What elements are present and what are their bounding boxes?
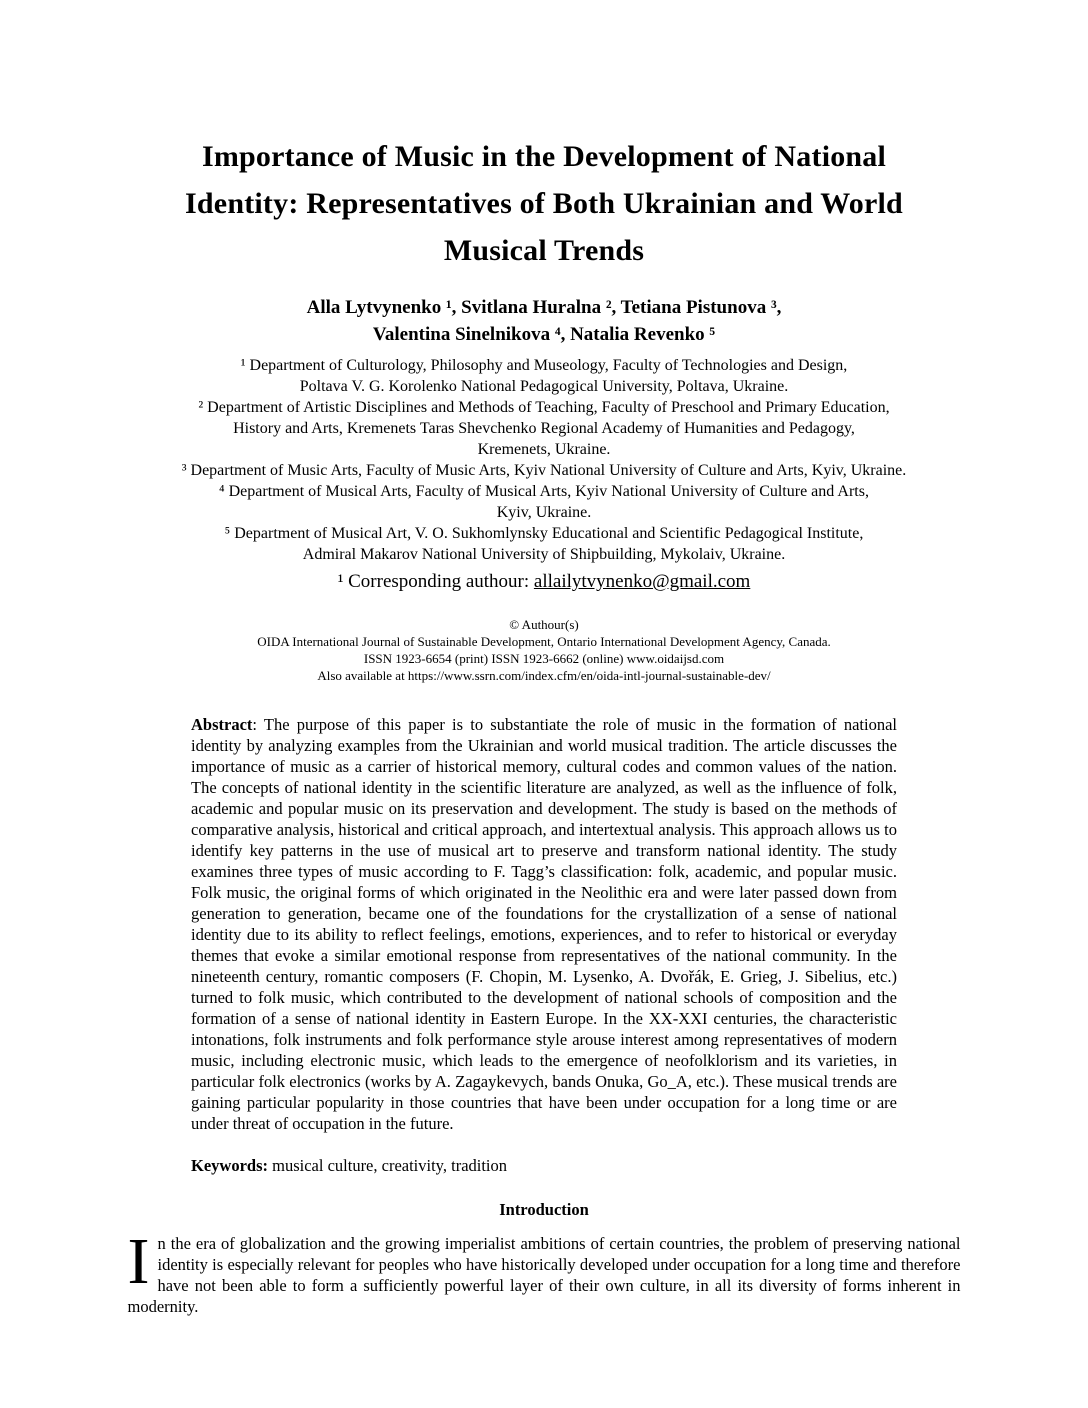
introduction-body: n the era of globalization and the growing imperialist ambitions of certain countries, the problem of preserving national identity is especially relevant for peoples who have historically developed under occupation for a long time and therefore have not been able to form a sufficiently powerful layer of their own culture, in all its diversity of forms inherent in modernity. — [127, 1234, 961, 1316]
affiliation-line: Poltava V. G. Korolenko National Pedagogical University, Poltava, Ukraine. — [299, 378, 789, 395]
affiliation-line: History and Arts, Kremenets Taras Shevchenko Regional Academy of Humanities and Pedagogy, — [233, 420, 855, 437]
affiliation-line: ¹ Department of Culturology, Philosophy and Museology, Faculty of Technologies and Design, — [240, 357, 848, 374]
paper-title-line: Identity: Representatives of Both Ukrainian and World — [185, 187, 903, 220]
affiliation-line: Kremenets, Ukraine. — [477, 441, 611, 458]
affiliation-line: Kyiv, Ukraine. — [496, 504, 592, 521]
keywords-text: musical culture, creativity, tradition — [268, 1156, 508, 1175]
corresponding-author-email-link[interactable]: allailytvynenko@gmail.com — [533, 571, 751, 592]
abstract-paragraph — [191, 714, 897, 1134]
corresponding-author — [0, 568, 1088, 595]
introduction-paragraph — [127, 1225, 961, 1317]
abstract-label: Abstract — [191, 715, 253, 734]
affiliation-line: ⁵ Department of Musical Art, V. O. Sukhomlynsky Educational and Scientific Pedagogical Institute, — [224, 525, 864, 542]
author-list — [0, 294, 1088, 348]
author-line: Valentina Sinelnikova ⁴, Natalia Revenko ⁵ — [372, 324, 716, 345]
affiliation-line: Admiral Makarov National University of Shipbuilding, Mykolaiv, Ukraine. — [302, 546, 786, 563]
copyright-block — [0, 616, 1088, 684]
section-heading-introduction: Introduction — [499, 1200, 589, 1219]
paper-title-line: Musical Trends — [443, 234, 645, 267]
copyright-line: ISSN 1923-6654 (print) ISSN 1923-6662 (online) www.oidaijsd.com — [363, 651, 725, 666]
affiliation-line: ⁴ Department of Musical Arts, Faculty of Musical Arts, Kyiv National University of Culture and Arts, — [219, 483, 869, 500]
author-line: Alla Lytvynenko ¹, Svitlana Huralna ², Tetiana Pistunova ³, — [306, 297, 782, 318]
affiliation-list — [0, 355, 1088, 565]
affiliation-line: ³ Department of Music Arts, Faculty of Music Arts, Kyiv National University of Culture and Arts, Kyiv, Ukraine. — [181, 462, 907, 479]
paper-title — [0, 0, 1088, 274]
copyright-line: Also available at https://www.ssrn.com/index.cfm/en/oida-intl-journal-sustainable-dev/ — [317, 668, 771, 683]
abstract-body: : The purpose of this paper is to substantiate the role of music in the formation of national identity by analyzing examples from the Ukrainian and world musical tradition. The article discusses the importance of music as a carrier of historical memory, cultural codes and common values of the nation. The concepts of national identity in the scientific literature are analyzed, as well as the influence of folk, academic and popular music on its preservation and development. The study is based on the methods of comparative analysis, historical and critical approach, and intertextual analysis. This approach allows us to identify key patterns in the use of musical art to preserve and transform national identity. The study examines three types of music according to F. Tagg’s classification: folk, academic, and popular music. Folk music, the original forms of which originated in the Neolithic era and were later passed down from generation to generation, became one of the foundations for the crystallization of a sense of national identity due to its ability to reflect feelings, emotions, experiences, and to refer to historical or everyday themes that evoke a similar emotional response from representatives of the national community. In the nineteenth century, romantic composers (F. Chopin, M. Lysenko, A. Dvořák, E. Grieg, J. Sibelius, etc.) turned to folk music, which contributed to the development of national schools of composition and the formation of a sense of national identity in Eastern Europe. In the XX-XXI centuries, the characteristic intonations, folk instruments and folk performance style arouse interest among representatives of modern music, including electronic music, which leads to the emergence of neofolklorism and its varieties, in particular folk electronics (works by A. Zagaykevych, bands Onuka, Go_A, etc.). These musical trends are gaining particular popularity in those countries that have been under occupation for a long time or are under threat of occupation in the future. — [191, 715, 897, 1133]
keywords-line — [191, 1155, 897, 1176]
copyright-line: © Authour(s) — [509, 617, 579, 632]
dropcap-letter: I — [127, 1225, 150, 1298]
keywords-label: Keywords: — [191, 1156, 268, 1175]
corresponding-author-label: ¹ Corresponding authour: — [337, 571, 534, 592]
affiliation-line: ² Department of Artistic Disciplines and Methods of Teaching, Faculty of Preschool and Primary Education, — [198, 399, 890, 416]
copyright-line: OIDA International Journal of Sustainable Development, Ontario International Development Agency, Canada. — [257, 634, 831, 649]
paper-title-line: Importance of Music in the Development of National — [201, 140, 887, 173]
